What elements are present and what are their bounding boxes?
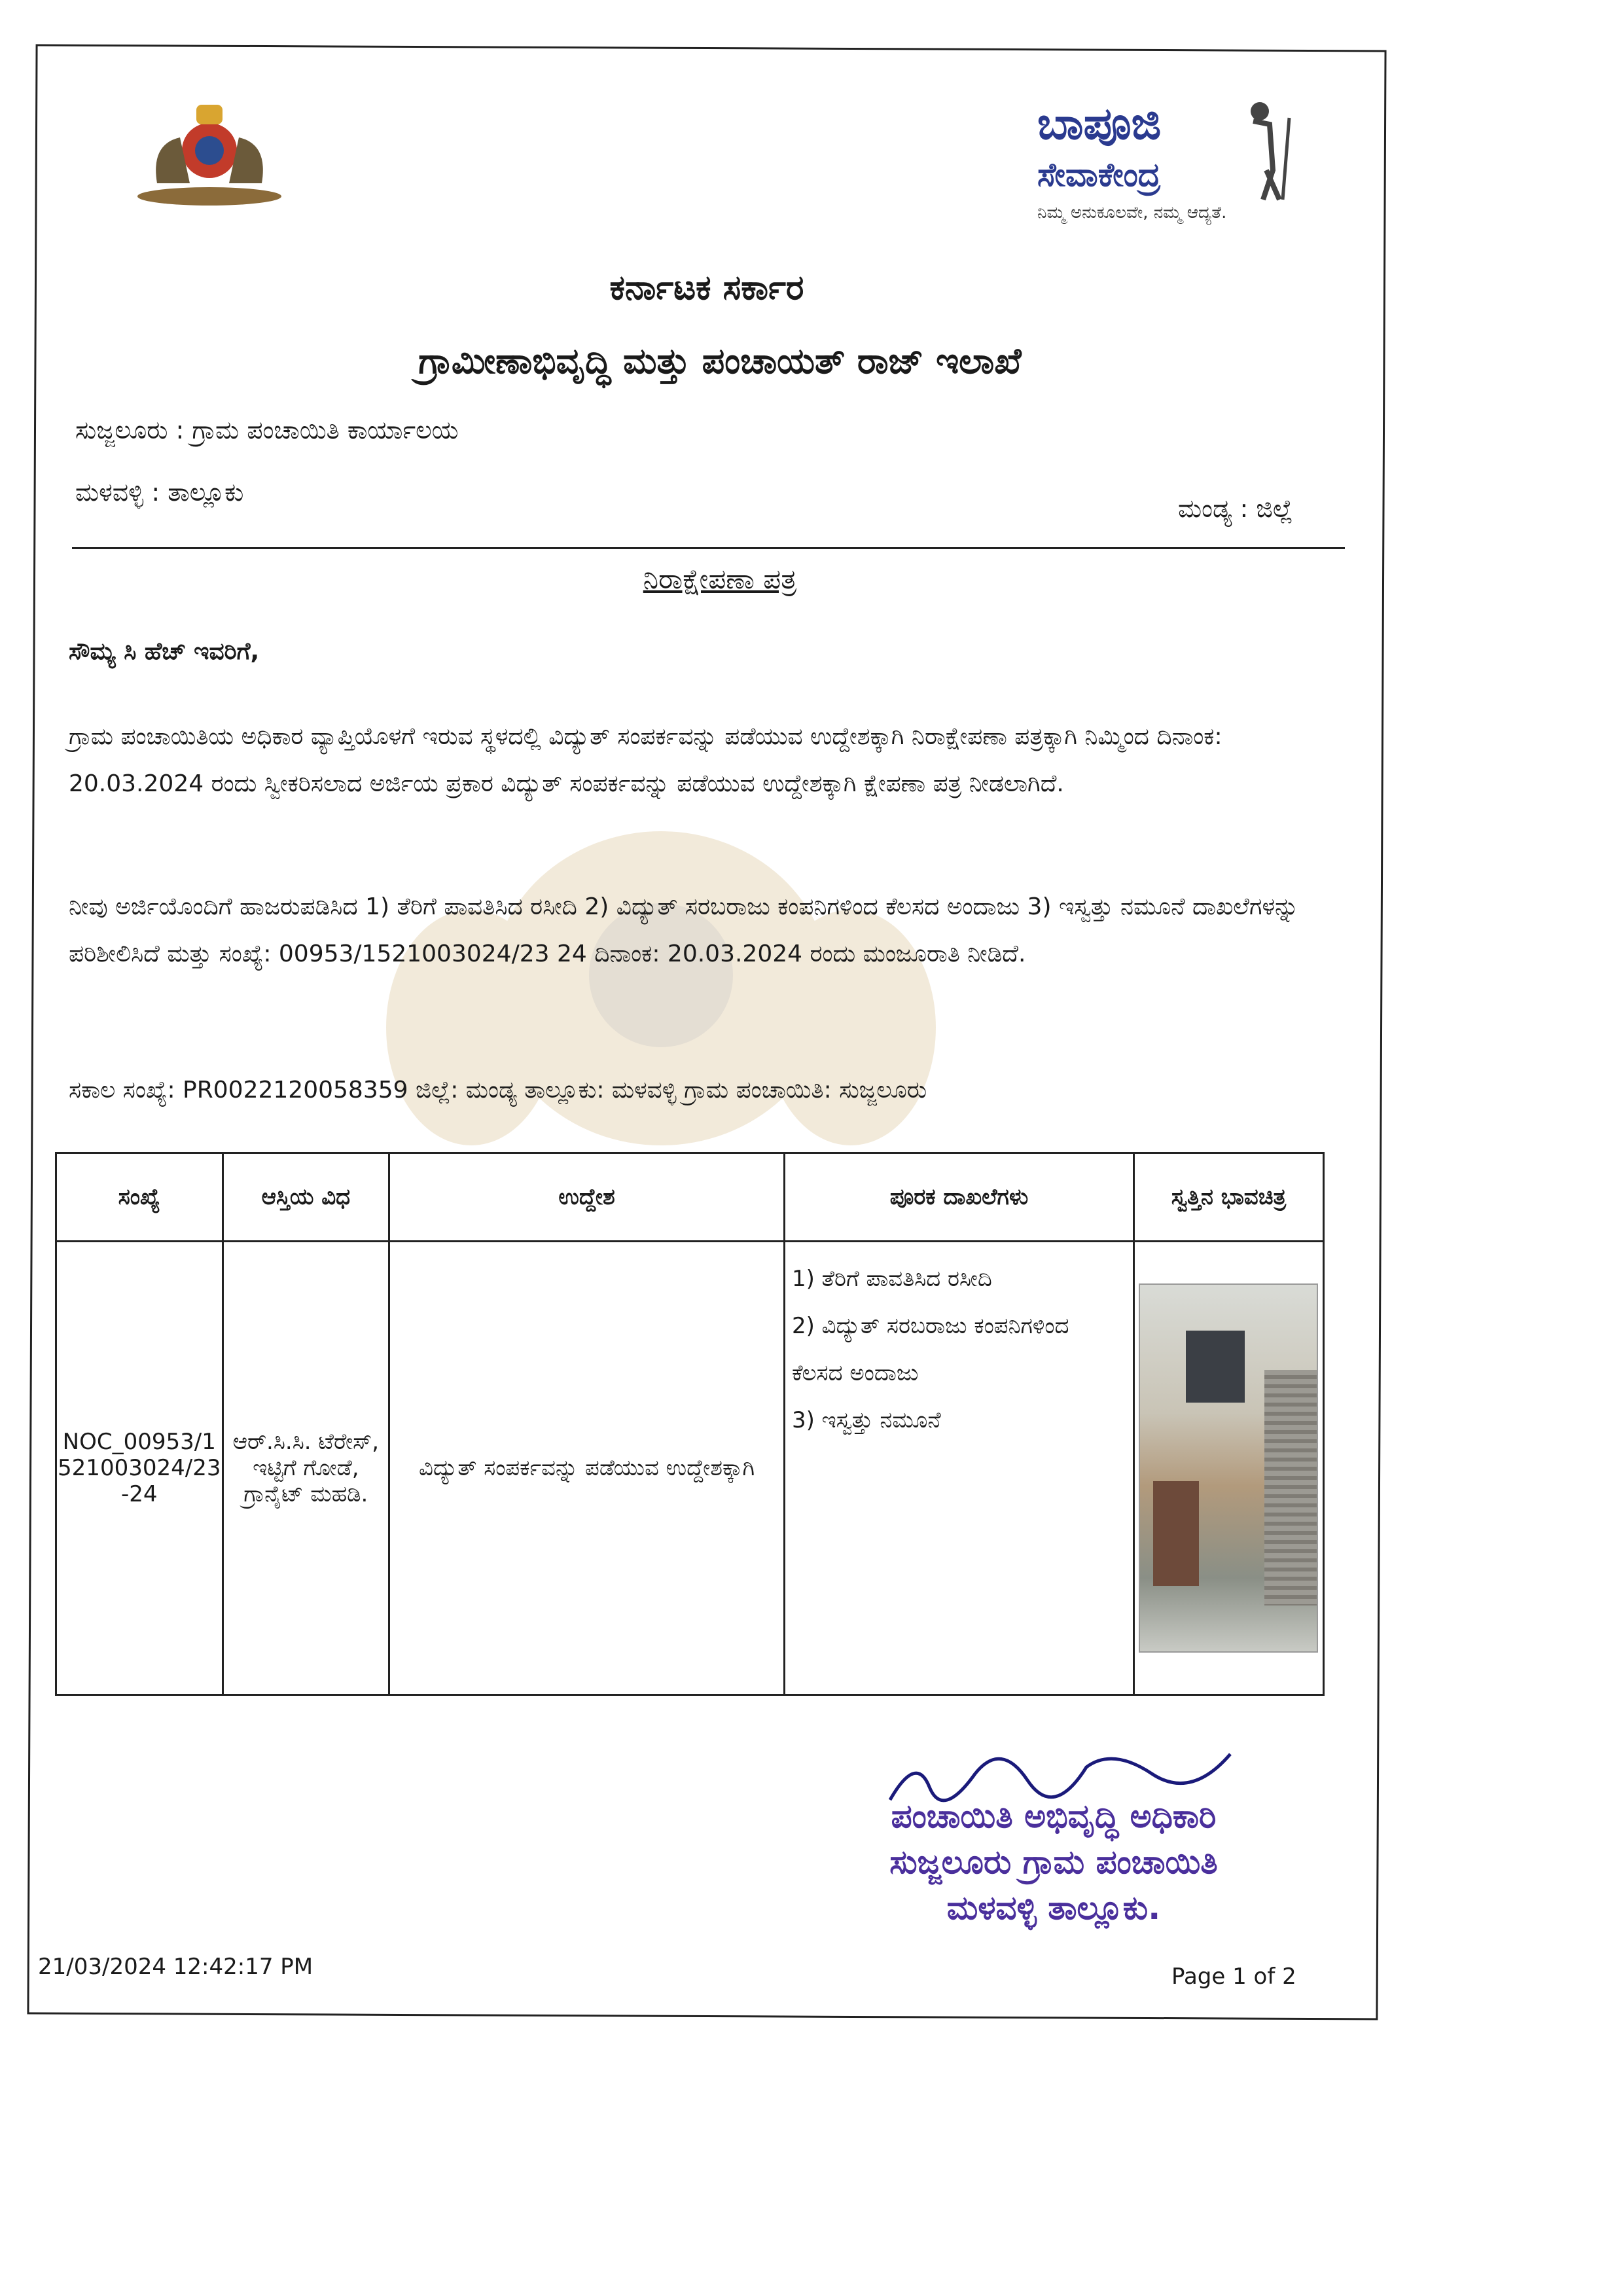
document-item: 3) ಇಸ್ವತ್ತು ನಮೂನೆ [791, 1407, 941, 1433]
header-divider [72, 547, 1345, 549]
government-title: ಕರ್ನಾಟಕ ಸರ್ಕಾರ [609, 268, 804, 308]
noc-number-cell [56, 1242, 223, 1695]
watermark-seal-icon [366, 792, 955, 1198]
table-header-row [56, 1153, 1324, 1242]
property-photo [1139, 1283, 1318, 1653]
property-table [55, 1152, 1325, 1696]
photo-window [1186, 1331, 1245, 1403]
sakala-line: ಸಕಾಲ ಸಂಖ್ಯೆ: PR0022120058359 ಜಿಲ್ಲೆ: ಮಂಡ್ಯ ತಾಲ್ಲೂಕು: ಮಳವಳ್ಳಿ ಗ್ರಾಮ ಪಂಚಾಯಿತಿ: ಸುಜ್ಜಲೂರು [69, 1077, 927, 1103]
district-line: ಮಂಡ್ಯ : ಜಿಲ್ಲೆ [1178, 494, 1293, 523]
column-header: ಉದ್ದೇಶ [389, 1153, 785, 1242]
karnataka-emblem-icon [131, 85, 288, 209]
column-header: ಪೂರಕ ದಾಖಲೆಗಳು [784, 1153, 1133, 1242]
column-header: ಸ್ವತ್ತಿನ ಭಾವಚಿತ್ರ [1133, 1153, 1323, 1242]
noc-number: NOC_00953/1521003024/23-24 [58, 1429, 221, 1507]
officer-designation: ಪಂಚಾಯಿತಿ ಅಭಿವೃದ್ಧಿ ಅಧಿಕಾರಿ [891, 1797, 1217, 1835]
column-header: ಸಂಖ್ಯೆ [56, 1153, 223, 1242]
officer-panchayat: ಸುಜ್ಜಲೂರು ಗ್ರಾಮ ಪಂಚಾಯಿತಿ [889, 1843, 1218, 1881]
photo-wall [1264, 1370, 1317, 1605]
document-item: 2) ವಿದ್ಯುತ್ ಸರಬರಾಜು ಕಂಪನಿಗಳಿಂದ ಕೆಲಸದ ಅಂದಾಜು [791, 1313, 1069, 1386]
brand-subtitle: ಸೇವಾಕೇಂದ್ರ [1037, 156, 1161, 194]
supporting-documents-cell [784, 1242, 1133, 1695]
photo-door [1153, 1481, 1199, 1586]
gandhi-figure-icon [1234, 98, 1306, 203]
taluk-line: ಮಳವಳ್ಳಿ : ತಾಲ್ಲೂಕು [75, 478, 244, 507]
paragraph-application: ಗ್ರಾಮ ಪಂಚಾಯಿತಿಯ ಅಧಿಕಾರ ವ್ಯಾಪ್ತಿಯೊಳಗೆ ಇರುವ ಸ್ಥಳದಲ್ಲಿ ವಿದ್ಯುತ್ ಸಂಪರ್ಕವನ್ನು ಪಡೆಯುವ ಉದ್ದೇಶಕ್ಕಾಗಿ ನಿರಾಕ್ಷೇಪಣಾ ಪತ್ರಕ್ಕಾಗಿ ನಿಮ್ಮಿಂದ ದಿನಾಂಕ: 20.03.2024 ರಂದು ಸ್ವೀಕರಿಸಲಾದ ಅರ್ಜಿಯ ಪ್ರಕಾರ ವಿದ್ಯುತ್ ಸಂಪರ್ಕವನ್ನು ಪಡೆಯುವ ಉದ್ದೇಶಕ್ಕಾಗಿ ಕ್ಷೇಪಣಾ ಪತ್ರ ನೀಡಲಾಗಿದೆ. [69, 723, 1222, 797]
table-row [56, 1242, 1324, 1695]
property-photo-cell [1133, 1242, 1323, 1695]
column-header: ಆಸ್ತಿಯ ವಿಧ [223, 1153, 389, 1242]
print-timestamp: 21/03/2024 12:42:17 PM [38, 1954, 313, 1980]
office-line: ಸುಜ್ಜಲೂರು : ಗ್ರಾಮ ಪಂಚಾಯಿತಿ ಕಾರ್ಯಾಲಯ [75, 416, 459, 444]
brand-title: ಬಾಪೂಜಿ [1037, 98, 1162, 150]
document-title: ನಿರಾಕ್ಷೇಪಣಾ ಪತ್ರ [643, 563, 797, 595]
salutation: ಸೌಮ್ಯ ಸಿ ಹೆಚ್ ಇವರಿಗೆ, [69, 638, 260, 665]
purpose: ವಿದ್ಯುತ್ ಸಂಪರ್ಕವನ್ನು ಪಡೆಯುವ ಉದ್ದೇಶಕ್ಕಾಗಿ [419, 1455, 755, 1481]
property-type: ಆರ್.ಸಿ.ಸಿ. ಟೆರೇಸ್, ಇಟ್ಟಿಗೆ ಗೋಡೆ, ಗ್ರಾನೈಟ್ ಮಹಡಿ. [232, 1429, 380, 1507]
page-number: Page 1 of 2 [1171, 1964, 1296, 1990]
purpose-cell [389, 1242, 785, 1695]
property-type-cell [223, 1242, 389, 1695]
bapuji-seva-kendra-logo [1037, 98, 1312, 229]
paragraph-approval: ನೀವು ಅರ್ಜಿಯೊಂದಿಗೆ ಹಾಜರುಪಡಿಸಿದ 1) ತೆರಿಗೆ ಪಾವತಿಸಿದ ರಸೀದಿ 2) ವಿದ್ಯುತ್ ಸರಬರಾಜು ಕಂಪನಿಗಳಿಂದ ಕೆಲಸದ ಅಂದಾಜು 3) ಇಸ್ವತ್ತು ನಮೂನೆ ದಾಖಲೆಗಳನ್ನು ಪರಿಶೀಲಿಸಿದೆ ಮತ್ತು ಸಂಖ್ಯೆ: 00953/1521003024/23 24 ದಿನಾಂಕ: 20.03.2024 ರಂದು ಮಂಜೂರಾತಿ ನೀಡಿದೆ. [69, 893, 1299, 967]
officer-taluk: ಮಳವಳ್ಳಿ ತಾಲ್ಲೂಕು. [946, 1889, 1161, 1927]
department-title: ಗ್ರಾಮೀಣಾಭಿವೃದ್ಧಿ ಮತ್ತು ಪಂಚಾಯತ್ ರಾಜ್ ಇಲಾಖೆ [418, 340, 1022, 382]
officer-stamp [792, 1793, 1315, 1931]
brand-tagline: ನಿಮ್ಮ ಅನುಕೂಲವೇ, ನಮ್ಮ ಆದ್ಯತೆ. [1037, 203, 1227, 223]
document-item: 1) ತೆರಿಗೆ ಪಾವತಿಸಿದ ರಸೀದಿ [791, 1266, 992, 1292]
